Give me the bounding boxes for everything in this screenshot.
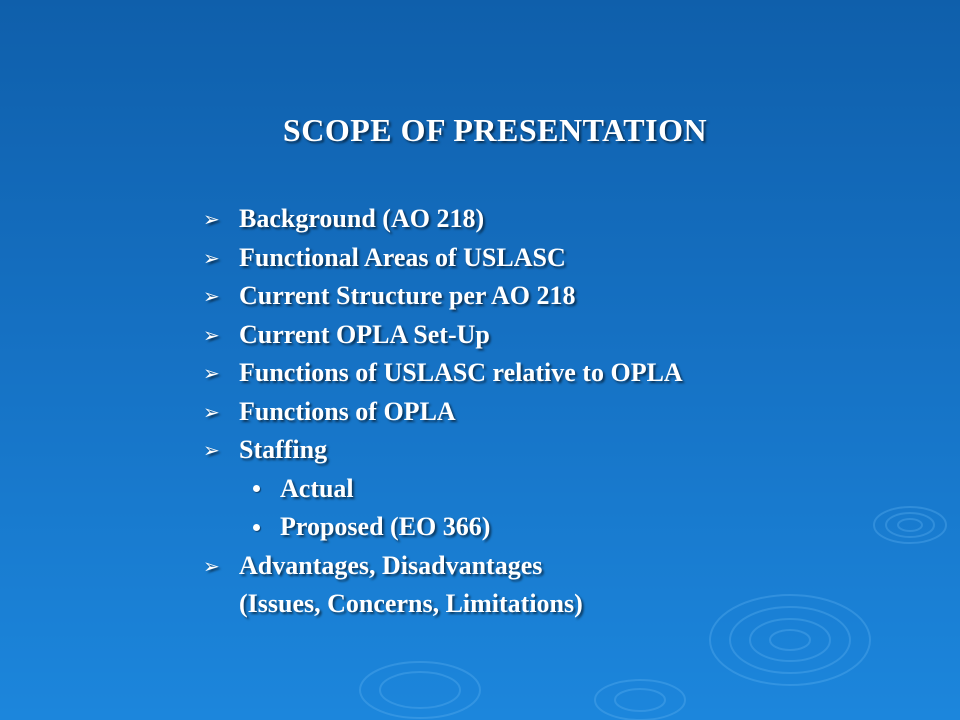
sub-list-item-text: Proposed (EO 366) [280,512,491,542]
list-item [203,277,683,316]
list-item-text: Functions of OPLA [239,396,456,426]
list-item-continuation [203,585,683,624]
arrow-bullet-icon: ➢ [203,207,220,232]
arrow-bullet-icon: ➢ [203,553,220,578]
arrow-bullet-icon: ➢ [203,322,220,347]
list-item [203,431,683,470]
bullet-list [203,200,683,624]
list-item-text: Functional Areas of USLASC [239,242,566,272]
slide-title: SCOPE OF PRESENTATION [282,112,708,148]
dot-bullet-icon [253,524,260,531]
list-item [203,316,683,355]
list-item-text: Current Structure per AO 218 [239,281,576,311]
sub-list-item-text: Actual [280,473,354,503]
sub-list-item [203,470,683,509]
arrow-bullet-icon: ➢ [203,361,220,386]
list-item [203,393,683,432]
list-item-text: Current OPLA Set-Up [239,319,490,349]
list-item-text: Staffing [239,435,328,465]
arrow-bullet-icon: ➢ [203,399,220,424]
sub-list-item [203,508,683,547]
list-item [203,547,683,586]
list-item-text: Background (AO 218) [239,204,485,234]
arrow-bullet-icon: ➢ [203,245,220,270]
dot-bullet-icon [253,485,260,492]
list-item [203,239,683,278]
list-item [203,354,683,393]
list-item-text: Functions of USLASC relative to OPLA [239,358,683,388]
list-item [203,200,683,239]
list-item-text: (Issues, Concerns, Limitations) [239,589,583,619]
arrow-bullet-icon: ➢ [203,284,220,309]
list-item-text: Advantages, Disadvantages [239,550,543,580]
arrow-bullet-icon: ➢ [203,438,220,463]
